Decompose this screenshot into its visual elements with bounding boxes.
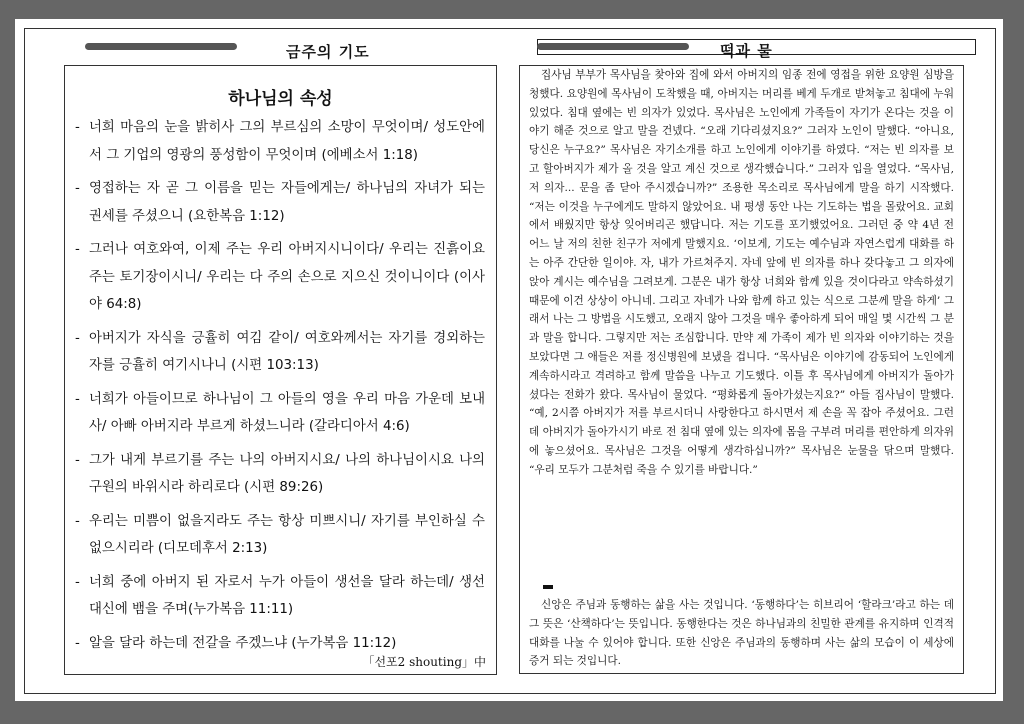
left-header-bar — [85, 43, 237, 50]
verse-bullet: - — [75, 513, 80, 529]
verse-item — [75, 569, 485, 624]
source-citation: 「선포2 shouting」中 — [362, 655, 486, 669]
verse-text: 너희 마음의 눈을 밝히사 그의 부르심의 소망이 무엇이며/ 성도안에서 그 기업의 영광의 풍성함이 무엇이며 (에베소서 1:18) — [89, 120, 485, 163]
verse-bullet: - — [75, 120, 80, 135]
verse-item — [75, 236, 485, 319]
verse-bullet: - — [75, 635, 80, 651]
story-box — [519, 65, 964, 674]
verse-text: 우리는 미쁨이 없을지라도 주는 항상 미쁘시니/ 자기를 부인하실 수 없으시리라 (디모데후서 2:13) — [89, 513, 485, 556]
verse-item — [75, 447, 485, 502]
verse-bullet: - — [75, 242, 80, 257]
verse-bullet: - — [75, 330, 80, 346]
verse-text: 영접하는 자 곧 그 이름을 믿는 자들에게는/ 하나님의 자녀가 되는 권세를 주셨으니 (요한복음 1:12) — [89, 181, 485, 224]
right-column-title: 떡과 물 — [720, 42, 773, 60]
verse-text: 아버지가 자식을 긍휼히 여김 같이/ 여호와께서는 자기를 경외하는 자를 긍휼히 여기시나니 (시편 103:13) — [89, 330, 485, 373]
verse-text: 알을 달라 하는데 전갈을 주겠느냐 (누가복음 11:12) — [89, 635, 397, 651]
right-header-bar — [537, 43, 689, 50]
verse-text: 그가 내게 부르기를 주는 나의 아버지시요/ 나의 하나님이시요 나의 구원의 바위시라 하리로다 (시편 89:26) — [89, 452, 485, 495]
reflection-paragraph: 신앙은 주님과 동행하는 삶을 사는 것입니다. ‘동행하다’는 히브리어 ‘할라크’라고 하는 데 그 뜻은 ‘산책하다’는 뜻입니다. 동행한다는 것은 하나님과의 친밀한 관계를 유지하며 인격적 대화를 나눌 수 있어야 합니다. 또한 신앙은 주님과의 동행하며 사는 삶의 모습이 이 세상에 증거 되는 것입니다. — [529, 599, 954, 668]
verse-bullet: - — [75, 452, 80, 468]
verse-item — [75, 325, 485, 380]
section-marker — [543, 585, 553, 589]
verse-bullet: - — [75, 574, 80, 590]
prayer-box — [64, 65, 497, 675]
verse-item — [75, 386, 485, 441]
story-paragraph: 집사님 부부가 목사님을 찾아와 집에 와서 아버지의 임종 전에 영접을 위한 요양원 심방을 청했다. 요양원에 목사님이 도착했을 때, 아버지는 머리를 베게 두개로 받쳐놓고 침대에 누워있었다. 침대 옆에는 빈 의자가 있었다. 목사님은 노인에게 가족들이 자기가 온다는 것을 이야기 해준 것으로 알고 말을 건넸다. “오래 기다리셨지요?” 그러자 노인이 말했다. “아니요, 당신은 누구요?” 목사님은 자기소개를 하고 노인에게 이야기를 하였다. “저는 빈 의자를 보고 할아버지가 제가 올 것을 알고 계신 것으로 생각했습니다.” 그러자 입을 열었다. “목사님, 저 의자... 문을 좀 닫아 주시겠습니까?” 조용한 목소리로 목사님에게 말을 하기 시작했다. “저는 이것을 누구에게도 말하지 않았어요. 내 평생 동안 나는 기도하는 법을 몰랐어요. 교회에서 배웠지만 항상 잊어버리곤 했답니다. 저는 기도를 포기했었어요. 그러던 중 약 4년 전 어느 날 저의 친한 친구가 저에게 말했지요. ‘이보게, 기도는 예수님과 자연스럽게 대화를 하는 아주 간단한 일이야. 자, 내가 가르쳐주지. 자네 앞에 빈 의자를 하나 갖다놓고 그 의자에 앉아 계시는 예수님을 그려보게. 그분은 내가 항상 너희와 함께 있을 것이다라고 약속하셨기 때문에 이건 상상이 아니네. 그리고 자네가 나와 함께 하고 있는 식으로 그분께 말을 하게’ 그래서 나는 그 방법을 시도했고, 오래지 않아 그것을 매우 좋아하게 되어 매일 몇 시간씩 그 분과 말을 합니다. 그렇지만 저는 조심합니다. 만약 제 가족이 제가 빈 의자와 이야기하는 것을 보았다면 그 애들은 저를 정신병원에 보냈을 겁니다. “목사님은 이야기에 감동되어 노인에게 계속하시라고 격려하고 함께 말씀을 나누고 기도했다. 이틀 후 목사님에게 아버지가 돌아가셨다는 전화가 왔다. 목사님이 물었다. “평화롭게 돌아가셨는지요?” 아들 집사님이 말했다. “예, 2시쯤 아버지가 저를 부르시더니 사랑한다고 하시면서 제 손을 꼭 잡아 주셨어요. 그런데 아버지가 돌아가시기 바로 전 침대 옆에 있는 의자에 몸을 구부려 머리를 편안하게 의자위에 놓으셨어요. 목사님은 그것을 어떻게 생각하십니까?” 목사님은 눈물을 닦으며 말했다. “우리 모두가 그분처럼 죽을 수 있기를 바랍니다.” — [529, 69, 954, 476]
prayer-heading: 하나님의 속성 — [228, 89, 333, 109]
bulletin-page — [15, 19, 1003, 701]
verse-text: 너희가 아들이므로 하나님이 그 아들의 영을 우리 마음 가운데 보내사/ 아빠 아버지라 부르게 하셨느니라 (갈라디아서 4:6) — [89, 391, 485, 434]
verse-list — [75, 114, 485, 663]
verse-item — [75, 508, 485, 563]
verse-text: 그러나 여호와여, 이제 주는 우리 아버지시니이다/ 우리는 진흙이요 주는 토기장이시니/ 우리는 다 주의 손으로 지으신 것이니이다 (이사야 64:8) — [89, 242, 485, 312]
verse-bullet: - — [75, 181, 80, 196]
verse-item — [75, 114, 485, 169]
verse-item — [75, 175, 485, 230]
verse-bullet: - — [75, 391, 80, 407]
left-column-title: 금주의 기도 — [286, 43, 370, 61]
verse-text: 너희 중에 아버지 된 자로서 누가 아들이 생선을 달라 하는데/ 생선 대신에 뱀을 주며(누가복음 11:11) — [89, 574, 485, 617]
